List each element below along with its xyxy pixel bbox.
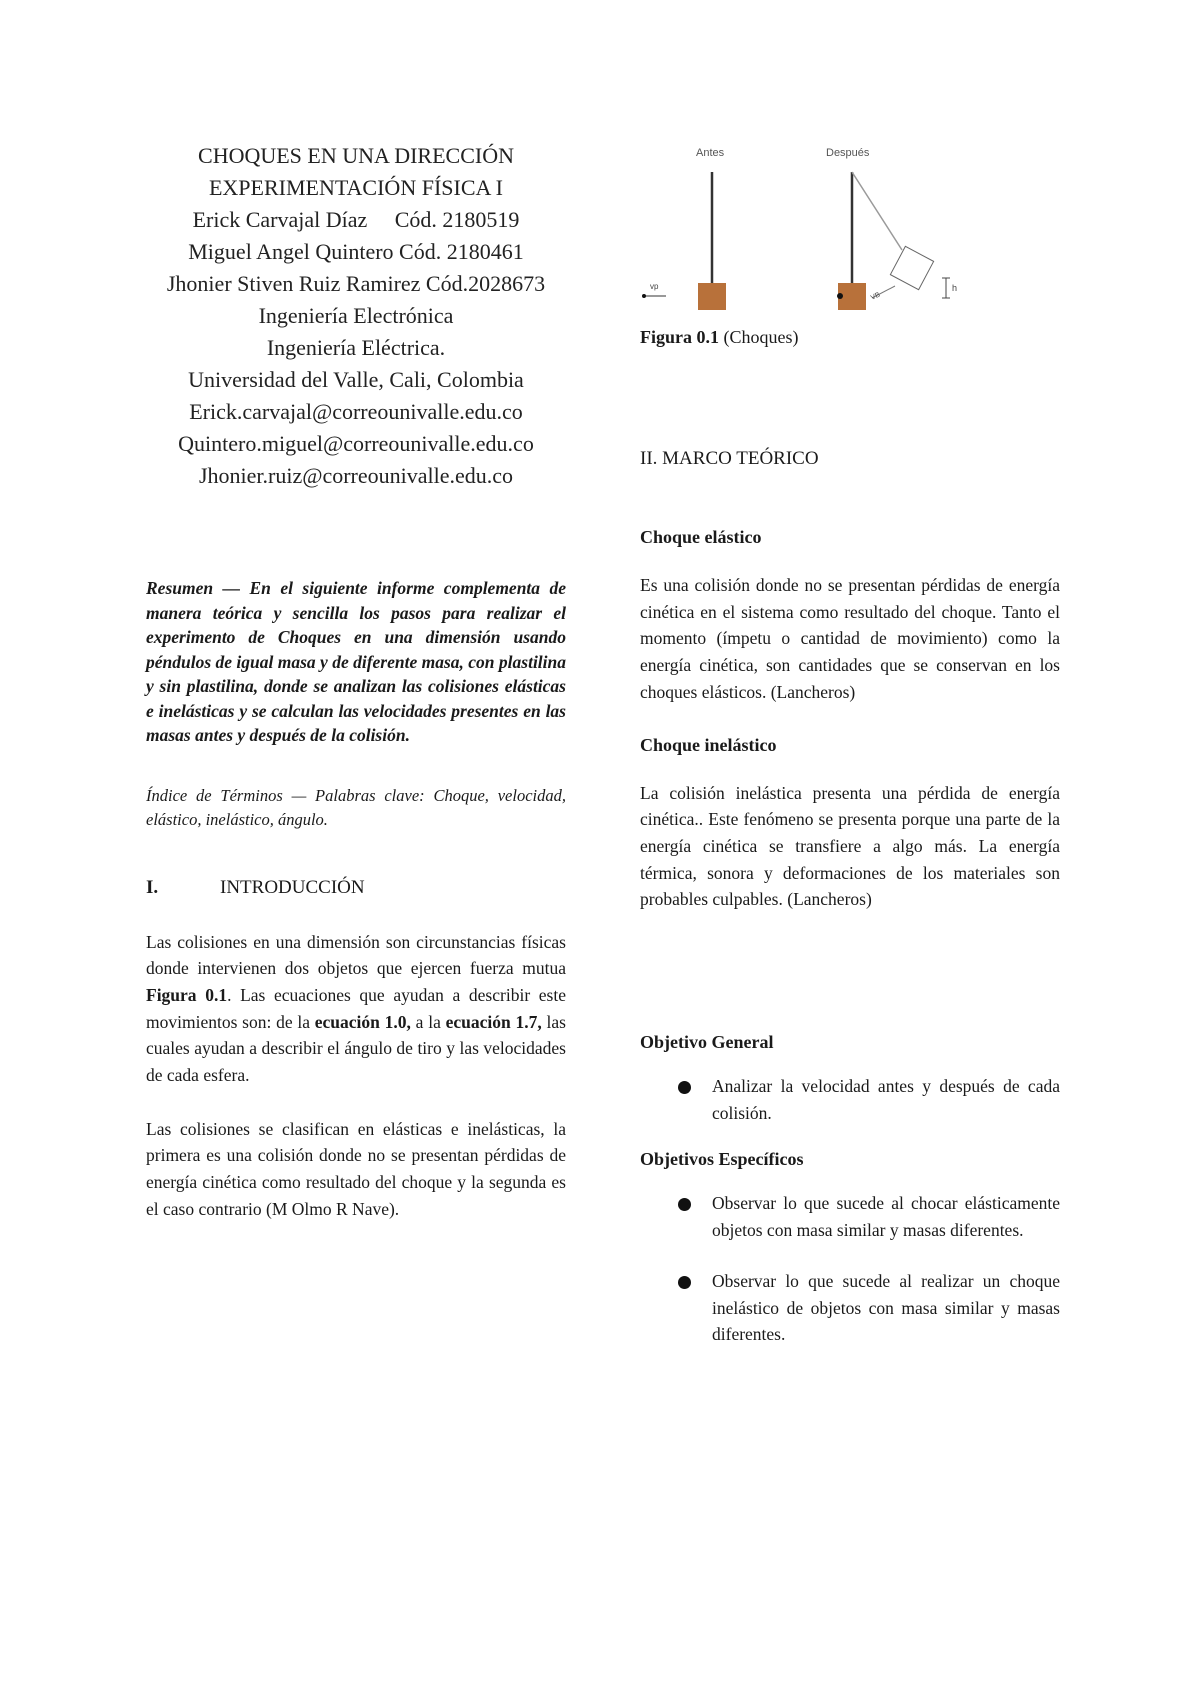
university: Universidad del Valle, Cali, Colombia [188,367,524,392]
author-3: Jhonier Stiven Ruiz Ramirez Cód.2028673 [166,271,546,296]
block-before [698,283,726,310]
intro-p1-text-b: . Las ecuaciones que ayudan a describir este movimientos son: de la [146,984,566,1032]
intro-p1-text-c: a la [410,1011,446,1032]
figure-caption [640,324,1060,350]
list-item [640,1190,1060,1243]
specific-objectives-list [640,1190,1060,1348]
label-antes: Antes [696,147,725,159]
collision-figure [640,140,1060,310]
label-vp: vp [650,282,659,291]
email-3: Jhonier.ruiz@correounivalle.edu.co [198,463,514,488]
index-terms: Índice de Términos — Palabras clave: Choque, velocidad, elástico, inelástico, ángulo. [146,785,566,829]
list-item-text: Analizar la velocidad antes y después de cada colisión. [712,1076,1060,1123]
author-2: Miguel Angel Quintero Cód. 2180461 [188,239,524,264]
string-after-swing [852,172,902,250]
specific-objectives-title: Objetivos Específicos [640,1149,804,1170]
elastic-text: Es una colisión donde no se presentan pérdidas de energía cinética en el sistema como resultado del choque. Tanto el momento (ímpetu o cantidad de movimiento) como la energía cinética, son cantidades que se conservan en los choques elásticos. (Lancheros) [640,575,1060,702]
program-2: Ingeniería Eléctrica. [266,335,446,360]
abstract [146,576,566,748]
inelastic-text: La colisión inelástica presenta una pérdida de energía cinética.. Este fenómeno se presenta porque una parte de la energía cinética se transfiere a algo más. La energía térmica, sonora y deformaciones de los materiales son probables culpables. (Lancheros) [640,782,1060,910]
left-column [146,140,566,1223]
intro-number: I. [146,876,159,898]
list-item [640,1073,1060,1126]
bullet-icon [678,1276,691,1289]
list-item-text: Observar lo que sucede al chocar elásticamente objetos con masa similar y masas diferentes. [712,1193,1060,1241]
intro-p1-text-a: Las colisiones en una dimensión son circunstancias físicas donde intervienen dos objetos que ejercen fuerza mutua [146,931,566,979]
projectile-after [837,293,843,299]
elastic-title: Choque elástico [640,527,762,547]
label-despues: Después [826,147,870,159]
intro-heading [146,875,566,901]
marco-heading: II. MARCO TEÓRICO [640,448,819,469]
bullet-icon [678,1198,691,1211]
abstract-text: En el siguiente informe complementa de manera teórica y sencilla los pasos para realizar el experimento de Choques en una dimensión usando péndulos de igual masa y de diferente masa, con plastilina y sin plastilina, donde se analizan las colisiones elásticas e inelásticas y se calculan las velocidades presentes en las masas antes y después de la colisión. [146,578,567,745]
intro-equation-ref-2: ecuación 1.7, [445,1011,542,1032]
block-swung [890,246,933,289]
intro-paragraph-1 [146,929,566,1089]
figure-caption-label: Figura 0.1 [640,327,719,347]
intro-equation-ref-1: ecuación 1.0, [314,1011,411,1032]
general-objective-list [640,1073,1060,1126]
email-2: Quintero.miguel@correounivalle.edu.co [178,431,534,456]
projectile-before [642,294,646,298]
right-column [640,140,1060,1348]
abstract-label: Resumen [146,578,214,598]
label-vb: VB [869,291,882,302]
list-item-text: Observar lo que sucede al realizar un choque inelástico de objetos con masa similar y masas diferentes. [712,1270,1060,1345]
figure-caption-text: (Choques) [723,327,799,347]
general-objective-title: Objetivo General [640,1032,774,1053]
list-item [640,1268,1060,1348]
intro-title: INTRODUCCIÓN [220,876,365,898]
program-1: Ingeniería Electrónica [258,303,454,328]
intro-paragraph-2: Las colisiones se clasifican en elásticas e inelásticas, la primera es una colisión donde no se presentan pérdidas de energía cinética como resultado del choque y la segunda es el caso contrario (M Olmo R Nave). [146,1118,566,1219]
inelastic-title: Choque inelástico [640,734,777,755]
bullet-icon [678,1081,691,1094]
paper-subtitle: EXPERIMENTACIÓN FÍSICA I [208,175,504,200]
email-1: Erick.carvajal@correounivalle.edu.co [189,399,523,424]
intro-p1-text-d: las cuales ayudan a describir el ángulo de tiro y las velocidades de cada esfera. [146,1011,566,1086]
paper-title: CHOQUES EN UNA DIRECCIÓN [198,143,514,168]
label-h: h [952,283,958,293]
pendulum-diagram [640,140,1060,310]
abstract-dash: — [213,578,250,598]
title-block [146,140,566,492]
intro-figure-ref: Figura 0.1 [146,984,228,1005]
author-1: Erick Carvajal Díaz Cód. 2180519 [192,207,520,232]
